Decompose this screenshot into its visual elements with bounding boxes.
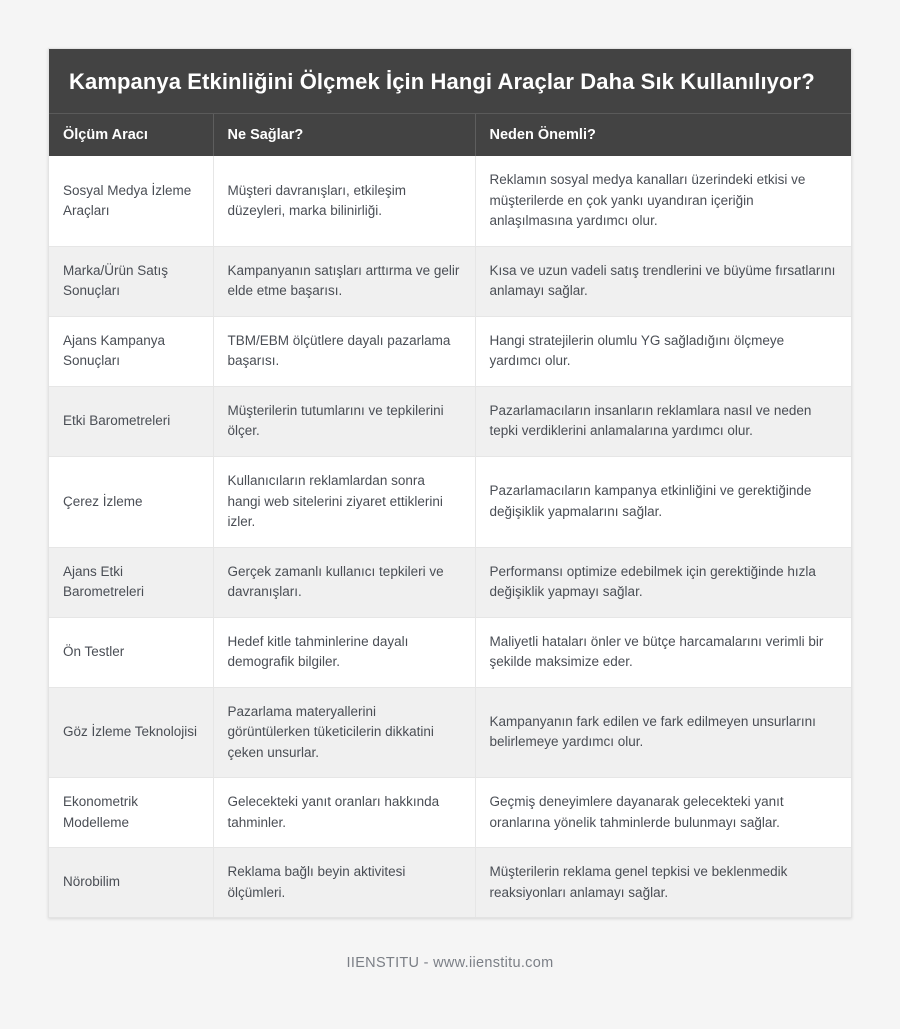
cell-provides: Müşteri davranışları, etkileşim düzeyleri, marka bilinirliği.	[213, 156, 475, 246]
table-row	[49, 848, 851, 918]
cell-provides: Müşterilerin tutumlarını ve tepkilerini ölçer.	[213, 386, 475, 456]
footer-attribution: IIENSTITU - www.iienstitu.com	[346, 955, 554, 971]
table-row	[49, 316, 851, 386]
table-title-bar	[49, 49, 851, 114]
cell-tool: Göz İzleme Teknolojisi	[49, 687, 213, 778]
cell-tool: Ajans Etki Barometreleri	[49, 547, 213, 617]
table-row	[49, 687, 851, 778]
cell-tool: Çerez İzleme	[49, 457, 213, 548]
cell-tool: Ön Testler	[49, 617, 213, 687]
cell-importance: Maliyetli hataları önler ve bütçe harcamalarını verimli bir şekilde maksimize eder.	[475, 617, 851, 687]
cell-importance: Kampanyanın fark edilen ve fark edilmeyen unsurlarını belirlemeye yardımcı olur.	[475, 687, 851, 778]
table-row	[49, 156, 851, 246]
column-header-importance: Neden Önemli?	[475, 114, 851, 156]
table-head	[49, 114, 851, 156]
cell-importance: Pazarlamacıların insanların reklamlara nasıl ve neden tepki verdiklerini anlamalarına yardımcı olur.	[475, 386, 851, 456]
cell-tool: Marka/Ürün Satış Sonuçları	[49, 246, 213, 316]
table-row	[49, 246, 851, 316]
table-body	[49, 156, 851, 917]
cell-provides: Kampanyanın satışları arttırma ve gelir elde etme başarısı.	[213, 246, 475, 316]
cell-tool: Sosyal Medya İzleme Araçları	[49, 156, 213, 246]
cell-provides: Pazarlama materyallerini görüntülerken tüketicilerin dikkatini çeken unsurlar.	[213, 687, 475, 778]
cell-tool: Ajans Kampanya Sonuçları	[49, 316, 213, 386]
cell-provides: Hedef kitle tahminlerine dayalı demografik bilgiler.	[213, 617, 475, 687]
column-header-tool: Ölçüm Aracı	[49, 114, 213, 156]
table-row	[49, 617, 851, 687]
cell-importance: Kısa ve uzun vadeli satış trendlerini ve büyüme fırsatlarını anlamayı sağlar.	[475, 246, 851, 316]
cell-provides: Gerçek zamanlı kullanıcı tepkileri ve davranışları.	[213, 547, 475, 617]
cell-importance: Hangi stratejilerin olumlu YG sağladığını ölçmeye yardımcı olur.	[475, 316, 851, 386]
table-row	[49, 547, 851, 617]
table-row	[49, 778, 851, 848]
cell-importance: Müşterilerin reklama genel tepkisi ve beklenmedik reaksiyonları anlamayı sağlar.	[475, 848, 851, 918]
cell-tool: Nörobilim	[49, 848, 213, 918]
cell-importance: Geçmiş deneyimlere dayanarak gelecekteki yanıt oranlarına yönelik tahminlerde bulunmayı sağlar.	[475, 778, 851, 848]
page-title: Kampanya Etkinliğini Ölçmek İçin Hangi Araçlar Daha Sık Kullanılıyor?	[69, 69, 815, 94]
table-header-row	[49, 114, 851, 156]
cell-tool: Etki Barometreleri	[49, 386, 213, 456]
column-header-provides: Ne Sağlar?	[213, 114, 475, 156]
cell-importance: Pazarlamacıların kampanya etkinliğini ve gerektiğinde değişiklik yapmalarını sağlar.	[475, 457, 851, 548]
measurement-tools-table	[49, 114, 851, 917]
info-table-card	[48, 48, 852, 918]
cell-provides: TBM/EBM ölçütlere dayalı pazarlama başarısı.	[213, 316, 475, 386]
cell-provides: Kullanıcıların reklamlardan sonra hangi web sitelerini ziyaret ettiklerini izler.	[213, 457, 475, 548]
cell-provides: Gelecekteki yanıt oranları hakkında tahminler.	[213, 778, 475, 848]
cell-provides: Reklama bağlı beyin aktivitesi ölçümleri.	[213, 848, 475, 918]
table-row	[49, 386, 851, 456]
cell-importance: Reklamın sosyal medya kanalları üzerindeki etkisi ve müşterilerde en çok yankı uyandıran içeriğin anlaşılmasına yardımcı olur.	[475, 156, 851, 246]
cell-tool: Ekonometrik Modelleme	[49, 778, 213, 848]
cell-importance: Performansı optimize edebilmek için gerektiğinde hızla değişiklik yapmayı sağlar.	[475, 547, 851, 617]
table-row	[49, 457, 851, 548]
